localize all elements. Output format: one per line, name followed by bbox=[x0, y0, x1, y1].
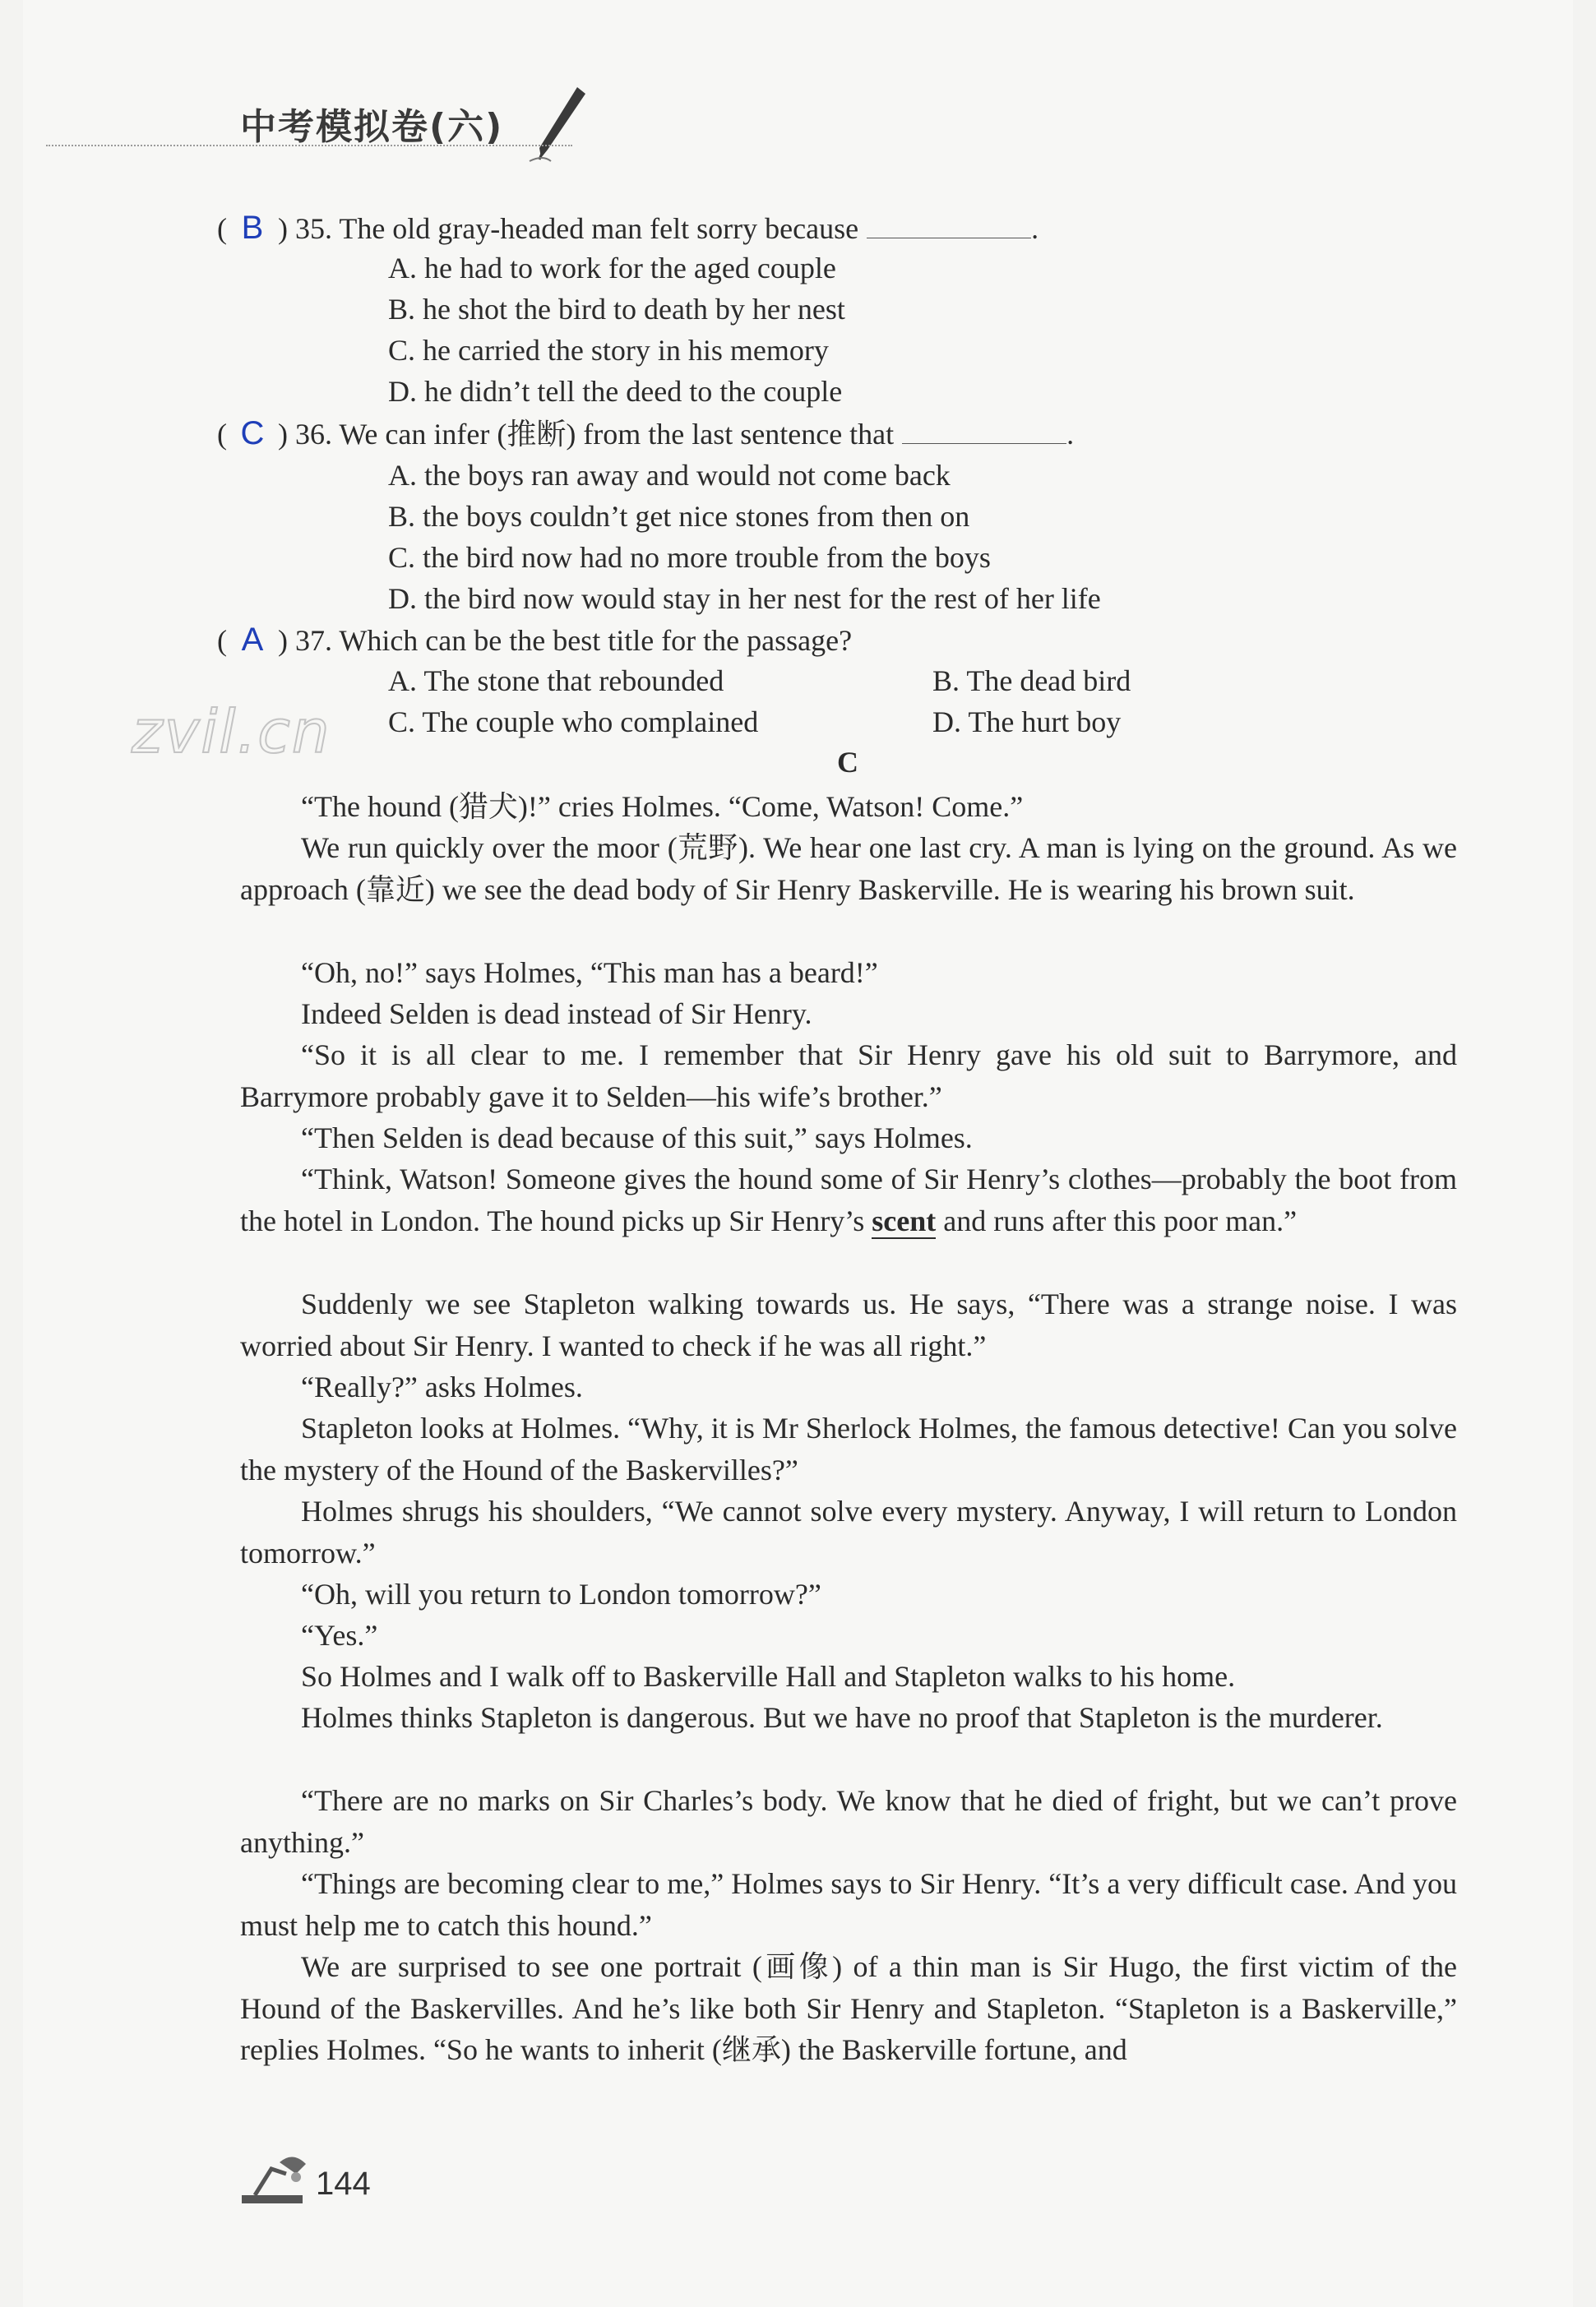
passage-paragraph: Holmes thinks Stapleton is dangerous. But we have no proof that Stapleton is the murderer. bbox=[301, 1701, 1383, 1734]
passage-paragraph: “There are no marks on Sir Charles’s body. We know that he died of fright, but we can’t prove anything.” bbox=[240, 1784, 1457, 1859]
option: C. the bird now had no more trouble from the boys bbox=[388, 541, 991, 574]
section-label: C bbox=[837, 746, 858, 779]
passage-paragraph: “So it is all clear to me. I remember that Sir Henry gave his old suit to Barrymore, and Barrymore probably gave it to Selden—his wife’s brother.” bbox=[240, 1038, 1457, 1113]
option: B. he shot the bird to death by her nest bbox=[388, 293, 845, 326]
option: B. The dead bird bbox=[932, 664, 1131, 697]
passage-paragraph: Indeed Selden is dead instead of Sir Henry. bbox=[301, 997, 812, 1030]
header-divider bbox=[46, 145, 572, 146]
passage-paragraph: “Oh, no!” says Holmes, “This man has a beard!” bbox=[301, 956, 878, 989]
question-37: ( A ) 37. Which can be the best title for the passage? bbox=[217, 619, 852, 661]
answer-blank bbox=[867, 213, 1031, 238]
page-number: 144 bbox=[316, 2166, 371, 2202]
passage-paragraph: “Think, Watson! Someone gives the hound some of Sir Henry’s clothes—probably the boot from the hotel in London. The hound picks up Sir Henry’s scent and runs after this poor man.” bbox=[240, 1163, 1457, 1237]
passage-paragraph: Stapleton looks at Holmes. “Why, it is Mr Sherlock Holmes, the famous detective! Can you solve the mystery of the Hound of the Baskervilles?” bbox=[240, 1412, 1457, 1486]
passage-paragraph: “Then Selden is dead because of this suit,” says Holmes. bbox=[301, 1121, 973, 1154]
answer-mark: A bbox=[241, 622, 264, 658]
answer-blank bbox=[902, 418, 1066, 444]
page bbox=[23, 0, 1573, 2307]
option: D. the bird now would stay in her nest for the rest of her life bbox=[388, 582, 1101, 615]
page-header-title: 中考模拟卷(六) bbox=[240, 106, 504, 148]
passage-paragraph: “Yes.” bbox=[301, 1619, 378, 1652]
option: D. The hurt boy bbox=[932, 705, 1122, 738]
passage-paragraph: Holmes shrugs his shoulders, “We cannot solve every mystery. Anyway, I will return to London tomorrow.” bbox=[240, 1495, 1457, 1570]
option: C. he carried the story in his memory bbox=[388, 334, 829, 367]
option: B. the boys couldn’t get nice stones from then on bbox=[388, 500, 970, 533]
answer-mark: C bbox=[240, 415, 265, 451]
answer-mark: B bbox=[241, 210, 264, 246]
lamp-icon bbox=[238, 2141, 312, 2207]
option: A. he had to work for the aged couple bbox=[388, 252, 836, 284]
passage-paragraph: We run quickly over the moor (荒野). We hear one last cry. A man is lying on the ground. As we approach (靠近) we see the dead body of Sir Henry Baskerville. He is wearing his brown suit. bbox=[240, 831, 1457, 906]
passage-paragraph: “The hound (猎犬)!” cries Holmes. “Come, Watson! Come.” bbox=[301, 790, 1024, 823]
pen-icon bbox=[526, 82, 592, 164]
passage-paragraph: So Holmes and I walk off to Baskerville Hall and Stapleton walks to his home. bbox=[301, 1660, 1236, 1693]
passage-paragraph: We are surprised to see one portrait (画像) of a thin man is Sir Hugo, the first victim of the Hound of the Baskervilles. And he’s like both Sir Henry and Stapleton. “Stapleton is a Baskerville,” replies Holmes. “So he wants to inherit (继承) the Baskerville fortune, and bbox=[240, 1950, 1457, 2066]
passage-paragraph: Suddenly we see Stapleton walking towards us. He says, “There was a strange noise. I was worried about Sir Henry. I wanted to check if he was all right.” bbox=[240, 1288, 1457, 1362]
passage-paragraph: “Really?” asks Holmes. bbox=[301, 1371, 583, 1403]
option: A. the boys ran away and would not come back bbox=[388, 459, 951, 492]
option: C. The couple who complained bbox=[388, 705, 759, 738]
passage-paragraph: “Oh, will you return to London tomorrow?” bbox=[301, 1578, 821, 1611]
question-35: ( B ) 35. The old gray-headed man felt sorry because . bbox=[217, 207, 1039, 249]
option: D. he didn’t tell the deed to the couple bbox=[388, 375, 843, 408]
question-36: ( C ) 36. We can infer (推断) from the last sentence that . bbox=[217, 413, 1074, 455]
passage-paragraph: “Things are becoming clear to me,” Holmes says to Sir Henry. “It’s a very difficult case. And you must help me to catch this hound.” bbox=[240, 1867, 1457, 1942]
option: A. The stone that rebounded bbox=[388, 664, 724, 697]
highlighted-word: scent bbox=[872, 1204, 937, 1237]
watermark: zvil.cn bbox=[132, 697, 331, 766]
